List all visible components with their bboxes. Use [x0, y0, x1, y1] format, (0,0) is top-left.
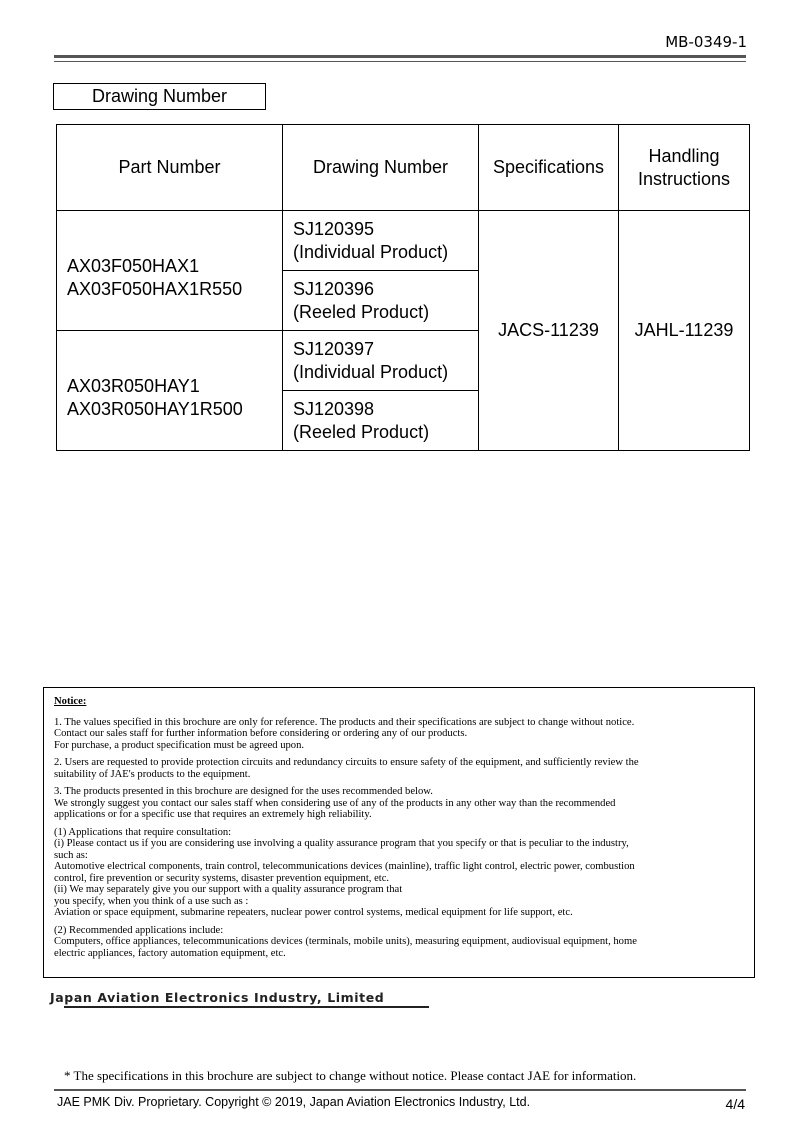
table-row [57, 211, 750, 271]
part-number-cell: AX03R050HAY1 AX03R050HAY1R500 [57, 331, 283, 451]
section-title-box [53, 83, 266, 110]
document-number: MB-0349-1 [665, 33, 747, 51]
notice-paragraph-5: (2) Recommended applications include: Computers, office appliances, telecommunications devices (terminals, mobile units), measuring equipment, audiovisual equipment, home electric appliances, factory automation equipment, etc. [54, 924, 637, 959]
part-number-cell: AX03F050HAX1 AX03F050HAX1R550 [57, 211, 283, 331]
handling-instructions-cell: JAHL-11239 [619, 211, 750, 451]
specification-disclaimer: * The specifications in this brochure are subject to change without notice. Please contact JAE for information. [64, 1068, 637, 1083]
header-rule [54, 55, 746, 62]
company-logo: Japan Aviation Electronics Industry, Limited [50, 990, 385, 1005]
header-part-number: Part Number [57, 125, 283, 211]
notice-box [43, 687, 755, 978]
header-drawing-number: Drawing Number [283, 125, 479, 211]
notice-paragraph-3: 3. The products presented in this brochure are designed for the uses recommended below. We strongly suggest you contact our sales staff when considering use of any of the products in any other way than the recommended applications or for a specific use that requires an extremely high reliability. [54, 786, 616, 820]
drawing-number-cell: SJ120396 (Reeled Product) [283, 271, 479, 331]
page-number: 4/4 [725, 1096, 745, 1112]
drawing-number-cell: SJ120395 (Individual Product) [283, 211, 479, 271]
notice-paragraph-1: 1. The values specified in this brochure are only for reference. The products and their specifications are subject to change without notice. Contact our sales staff for further information before considering or ordering any of our products. For purchase, a product specification must be agreed upon. [54, 716, 635, 751]
section-title: Drawing Number [91, 86, 228, 106]
specification-cell: JACS-11239 [479, 211, 619, 451]
drawing-number-table [56, 124, 750, 451]
footer-rule [54, 1089, 746, 1091]
drawing-number-cell: SJ120397 (Individual Product) [283, 331, 479, 391]
notice-title: Notice: [54, 696, 87, 707]
notice-paragraph-2: 2. Users are requested to provide protection circuits and redundancy circuits to ensure safety of the equipment, and sufficiently review the suitability of JAE's products to the equipment. [54, 757, 639, 780]
logo-underline [64, 1006, 429, 1008]
header-handling-instructions: Handling Instructions [619, 125, 750, 211]
notice-paragraph-4: (1) Applications that require consultation: (i) Please contact us if you are considering use involving a quality assurance program that you specify or that is peculiar to the industry, such as: Automotive electrical components, train control, telecommunications devices (mainline), traffic light control, electric power, combustion control, fire prevention or security systems, disaster prevention equipment, etc. (ii) We may separately give you our support with a quality assurance program that you specify, when you think of a use such as : Aviation or space equipment, submarine repeaters, nuclear power control systems, medical equipment for life support, etc. [54, 826, 635, 918]
header-specifications: Specifications [479, 125, 619, 211]
drawing-number-cell: SJ120398 (Reeled Product) [283, 391, 479, 451]
table-header-row [57, 125, 750, 211]
copyright-text: JAE PMK Div. Proprietary. Copyright © 2019, Japan Aviation Electronics Industry, Ltd. [57, 1095, 531, 1109]
